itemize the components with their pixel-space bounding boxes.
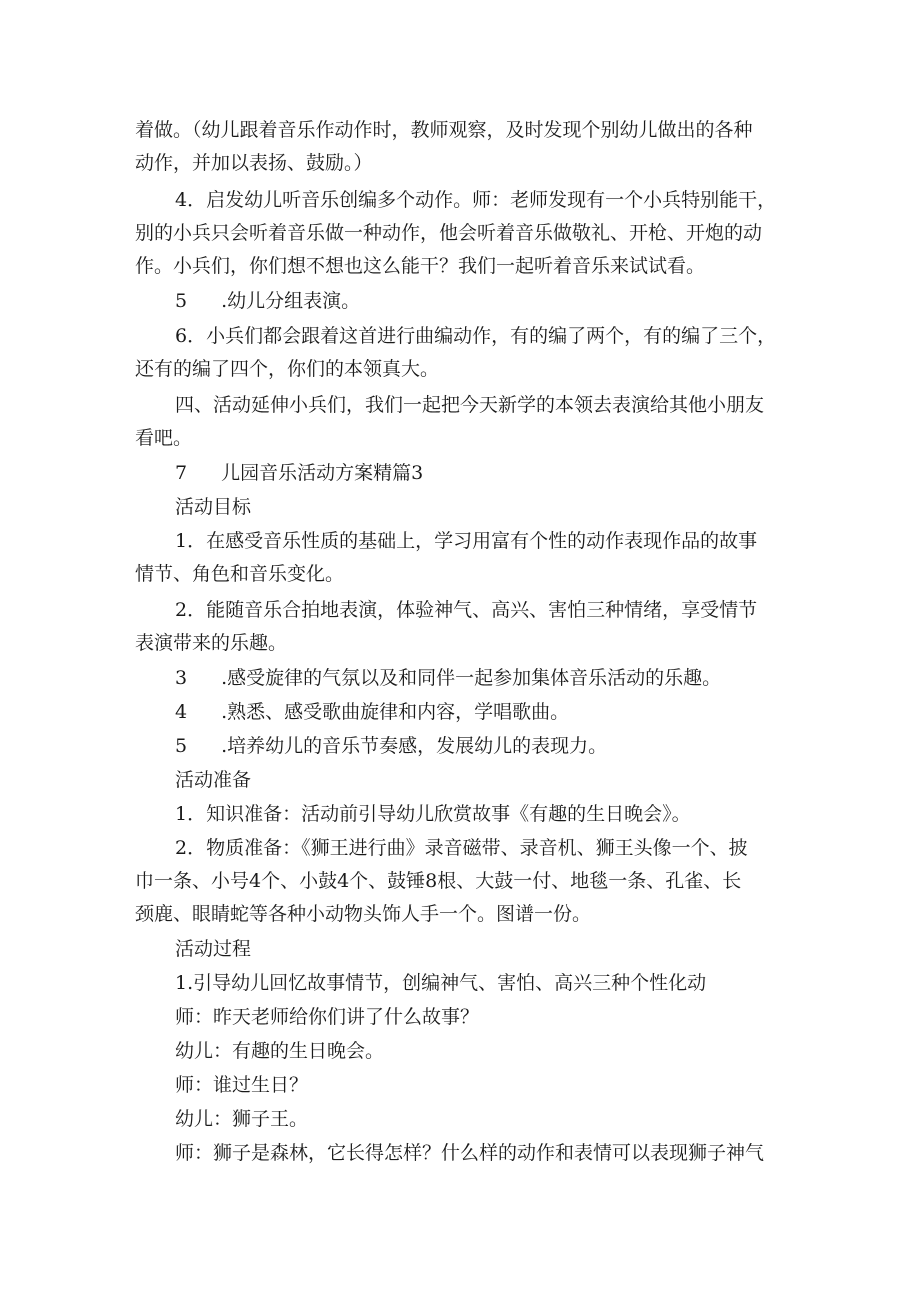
- dialogue-line: 幼儿：有趣的生日晚会。: [175, 1040, 385, 1062]
- list-text: .幼儿分组表演。: [221, 290, 361, 312]
- text-line: 1．在感受音乐性质的基础上，学习用富有个性的动作表现作品的故事: [175, 530, 758, 552]
- dialogue-line: 师：谁过生日？: [175, 1074, 309, 1096]
- list-number: 5: [175, 290, 188, 312]
- heading-number: 7: [175, 462, 188, 484]
- text-line: 6．小兵们都会跟着这首进行曲编动作，有的编了两个，有的编了三个，: [175, 325, 777, 347]
- list-number: 5: [175, 735, 188, 757]
- text-line: 4．启发幼儿听音乐创编多个动作。师：老师发现有一个小兵特别能干，: [175, 189, 777, 211]
- dialogue-line: 师：昨天老师给你们讲了什么故事？: [175, 1006, 480, 1028]
- subheading: 活动准备: [175, 769, 252, 791]
- heading-text: 儿园音乐活动方案精篇3: [221, 462, 424, 484]
- text-line: 动作，并加以表扬、鼓励。）: [135, 152, 373, 174]
- text-line: 2．物质准备：《狮王进行曲》录音磁带、录音机、狮王头像一个、披: [175, 837, 748, 859]
- text-line: 1.引导幼儿回忆故事情节，创编神气、害怕、高兴三种个性化动: [175, 972, 707, 994]
- text-line: 1．知识准备：活动前引导幼儿欣赏故事《有趣的生日晚会》。: [175, 803, 691, 825]
- list-text: .培养幼儿的音乐节奏感，发展幼儿的表现力。: [221, 735, 608, 757]
- text-line: 还有的编了四个，你们的本领真大。: [135, 358, 440, 380]
- text-line: [175, 663, 835, 693]
- text-line: 巾一条、小号4个、小鼓4个、鼓锤8根、大鼓一付、地毯一条、孔雀、长: [135, 870, 742, 892]
- dialogue-line: 师：狮子是森林，它长得怎样？什么样的动作和表情可以表现狮子神气: [175, 1142, 765, 1164]
- text-line: 作。小兵们，你们想不想也这么能干？我们一起听着音乐来试试看。: [135, 255, 706, 277]
- text-line: 表演带来的乐趣。: [135, 632, 288, 654]
- subheading: 活动目标: [175, 496, 252, 518]
- list-text: .感受旋律的气氛以及和同伴一起参加集体音乐活动的乐趣。: [221, 667, 722, 689]
- text-line: [175, 697, 835, 727]
- dialogue-line: 幼儿：狮子王。: [175, 1108, 309, 1130]
- section-heading: [175, 458, 835, 488]
- text-line: 2．能随音乐合拍地表演，体验神气、高兴、害怕三种情绪，享受情节: [175, 599, 758, 621]
- list-text: .熟悉、感受歌曲旋律和内容，学唱歌曲。: [221, 701, 570, 723]
- text-line: 看吧。: [135, 427, 193, 449]
- text-line: 别的小兵只会听着音乐做一种动作，他会听着音乐做敬礼、开枪、开炮的动: [135, 222, 763, 244]
- text-line: 着做。（幼儿跟着音乐作动作时，教师观察，及时发现个别幼儿做出的各种: [135, 119, 753, 141]
- subheading: 活动过程: [175, 938, 252, 960]
- text-line: 情节、角色和音乐变化。: [135, 563, 345, 585]
- text-line: 颈鹿、眼睛蛇等各种小动物头饰人手一个。图谱一份。: [135, 903, 592, 925]
- text-line: 四、活动延伸小兵们，我们一起把今天新学的本领去表演给其他小朋友: [175, 394, 765, 416]
- list-number: 3: [175, 667, 188, 689]
- list-number: 4: [175, 701, 188, 723]
- text-line: [175, 286, 835, 316]
- text-line: [175, 731, 835, 761]
